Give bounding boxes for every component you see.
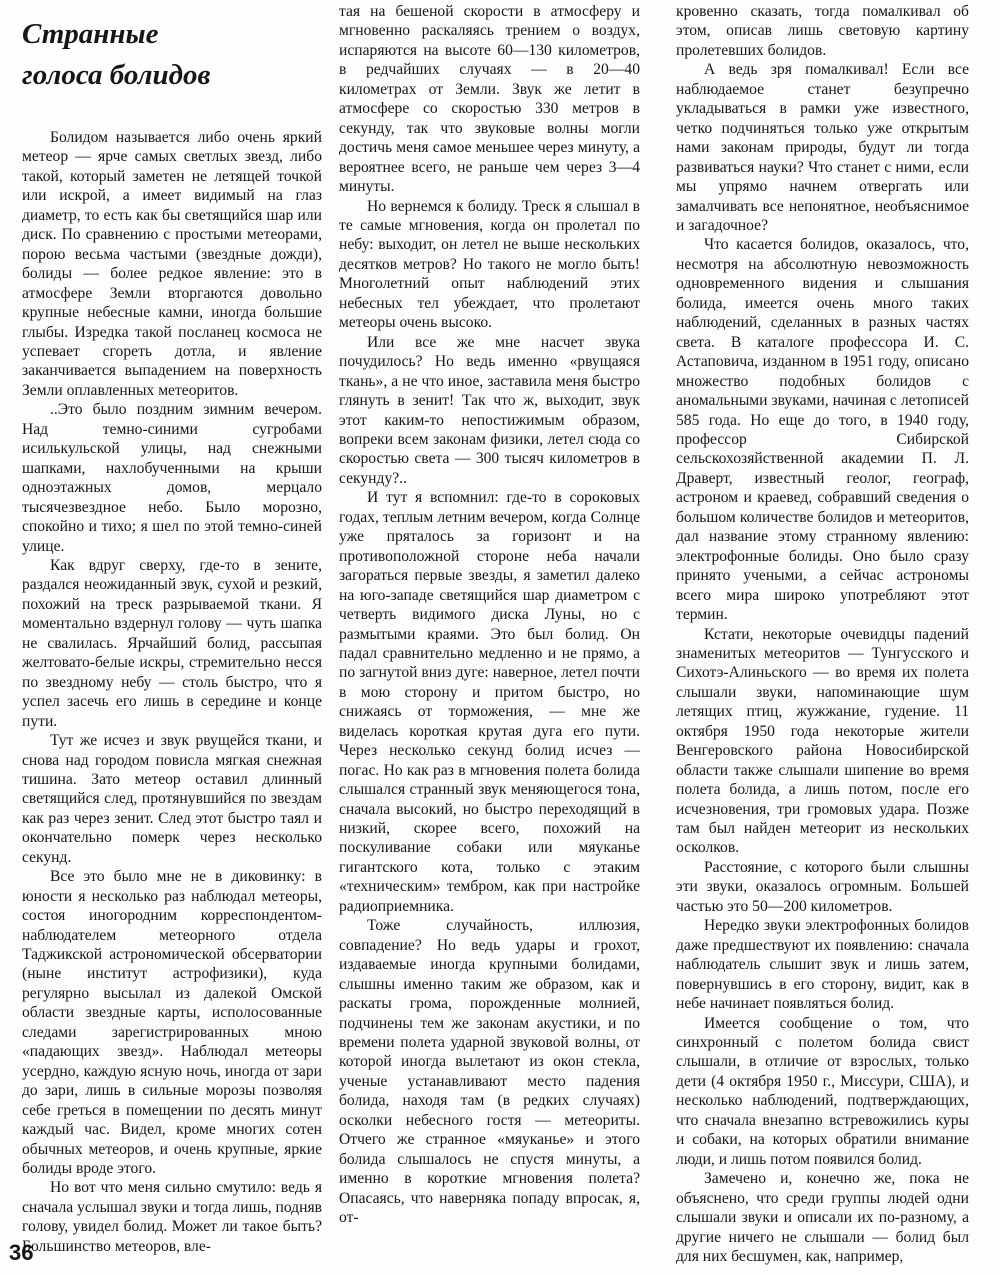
- paragraph: И тут я вспомнил: где-то в сороковых годах, теплым летним вечером, когда Солнце уже пряталось за горизонт и на противоположной стороне неба начали загораться первые звезды, я заметил далеко на юго-западе светящийся шар диаметром с четверть видимого диска Луны, но с размытыми краями. Это был болид. Он падал сравнительно медленно и не прямо, а по загнутой вниз дуге: наверное, летел почти в мою сторону и притом быстро, но снижаясь от торможения, — мне же виделась короткая крутая дуга его пути. Через несколько секунд болид исчез — погас. Но как раз в мгновения полета болида слышался странный звук меняющегося тона, сначала высокий, но быстро переходящий в низкий, скорее всего, похожий на поскуливание собаки или мяуканье гигантского кота, только с этаким «техническим» тембром, как при настройке радиоприемника.: [339, 489, 640, 915]
- paragraph: Как вдруг сверху, где-то в зените, раздался неожиданный звук, сухой и резкий, похожий на треск разрываемой ткани. Я моментально вздернул голову — чуть шапка не свалилась. Ярчайший болид, рассыпая желтовато-белые искры, стремительно несся по звездному небу — столь быстро, что я успел засечь его лишь в середине и конце пути.: [22, 556, 322, 730]
- paragraph: Тоже случайность, иллюзия, совпадение? Но ведь удары и грохот, издаваемые иногда крупными болидами, слышны именно таким же образом, как и раскаты грома, порожденные молнией, подчинены тем же законам акустики, и по времени полета ударной звуковой волны, от которой иногда вылетают из окон стекла, ученые устанавливают место падения болида, находя там (в редких случаях) осколки небесного гостя — метеориты. Отчего же странное «мяуканье» и этого болида слышалось не спустя минуты, а именно в короткие мгновения полета? Опасаясь, что наверняка попаду впросак, я, от-: [339, 917, 640, 1227]
- paragraph: Или все же мне насчет звука почудилось? Но ведь именно «рвущаяся ткань», а не что иное, заставила меня быстро глянуть в зенит! Так что ж, выходит, звук этот каким-то непостижимым образом, вопреки всем законам физики, летел сюда со скоростью света — 300 тысяч километров в секунду?..: [339, 333, 640, 487]
- paragraph: Кстати, некоторые очевидцы падений знаменитых метеоритов — Тунгусского и Сихотэ-Алиньского — во время их полета слышали звуки, напоминающие шум летящих птиц, жужжание, гудение. 11 октября 1950 года некоторые жители Венгеровского района Новосибирской области также слышали шипение во время полета болида, а лишь потом, после его исчезновения, три громовых удара. Позже там был найден метеорит из нескольких осколков.: [676, 625, 969, 857]
- paragraph: Все это было мне не в диковинку: в юности я несколько раз наблюдал метеоры, состоя иногородним корреспондентом-наблюдателем метеорного отдела Таджикской астрономической обсерватории (ныне институт астрофизики), куда регулярно высылал из далекой Омской области звездные карты, исполосованные следами зарегистрированных мною «падающих звезд». Наблюдал метеоры усердно, каждую ясную ночь, иногда от зари до зари, лишь в сильные морозы позволяя себе греться в помещении по десять минут каждый час. Видел, кроме многих сотен обычных метеоров, и очень крупные, яркие болиды вроде этого.: [22, 868, 322, 1178]
- paragraph: Имеется сообщение о том, что синхронный с полетом болида свист слышали, в отличие от взрослых, только дети (4 октября 1950 г., Миссури, США), и несколько наблюдений, подтверждающих, что сначала внезапно встревожились куры и собаки, на которых обратили внимание люди, и лишь потом появился болид.: [676, 1014, 969, 1168]
- paragraph: Но вот что меня сильно смутило: ведь я сначала услышал звуки и тогда лишь, подняв голову, увидел болид. Может ли такое быть? Большинство метеоров, вле-: [22, 1179, 322, 1255]
- text-column-2: [339, 2, 640, 1228]
- paragraph: Но вернемся к болиду. Треск я слышал в те самые мгновения, когда он пролетал по небу: выходит, он летел не выше нескольких десятков метров? Но такого не могло быть! Многолетний опыт наблюдений этих небесных тел убеждает, что пролетают метеоры очень высоко.: [339, 197, 640, 332]
- paragraph: Тут же исчез и звук рвущейся ткани, и снова над городом повисла мягкая снежная тишина. Зато метеор оставил длинный светящийся след, протянувшийся по звездам как раз через зенит. След этот быстро таял и окончательно померк через несколько секунд.: [22, 732, 322, 866]
- paragraph-continued: кровенно сказать, тогда помалкивал об этом, описав лишь световую картину пролетевших болидов.: [676, 3, 969, 59]
- paragraph: Расстояние, с которого были слышны эти звуки, оказалось огромным. Большей частью это 50—200 километров.: [676, 858, 969, 915]
- paragraph-continued: тая на бешеной скорости в атмосферу и мгновенно раскаляясь трением о воздух, испаряются на высоте 60—130 километров, в редчайших случаях — в 20—40 километрах от Земли. Звук же летит в атмосфере со скоростью 330 метров в секунду, так что звуковые волны могли достичь меня самое меньшее через минуту, а вероятнее всего, не раньше чем через 3—4 минуты.: [339, 3, 640, 196]
- text-column-3: [676, 2, 969, 1266]
- article-title: [22, 14, 322, 96]
- paragraph: А ведь зря помалкивал! Если все наблюдаемое станет безупречно укладываться в рамки уже известного, четко подчиняться только уже открытым нами законам природы, будут ли тогда развиваться науки? Что станет с ними, если мы упрямо начнем отвергать или замалчивать все непонятное, необъяснимое и загадочное?: [676, 61, 969, 234]
- article-title-line1: Странные: [22, 18, 159, 50]
- paragraph: Что касается болидов, оказалось, что, несмотря на абсолютную невозможность одновременного видения и слышания болида, имеется очень много таких наблюдений, сделанных в разных частях света. В каталоге профессора И. С. Астаповича, изданном в 1951 году, описано множество подобных болидов с аномальными звуками, начиная с летописей 585 года. Но еще до того, в 1940 году, профессор Сибирской сельскохозяйственной академии П. Л. Драверт, известный геолог, географ, астроном и краевед, собравший сведения о большом количестве болидов и метеоритов, дал название этому странному явлению: электрофонные болиды. Оно было сразу принято учеными, а сейчас астрономы всего мира широко употребляют этот термин.: [676, 236, 969, 624]
- paragraph: Нередко звуки электрофонных болидов даже предшествуют их появлению: сначала наблюдатель слышит звук и лишь затем, повернувшись в его сторону, видит, как в небе начинает появляться болид.: [676, 917, 969, 1013]
- article-title-line2: голоса болидов: [22, 59, 211, 91]
- paragraph: Болидом называется либо очень яркий метеор — ярче самых светлых звезд, либо такой, который заметен не летящей точкой или искрой, а имеет видимый на глаз диаметр, то есть как бы светящийся шар или диск. По сравнению с простыми метеорами, порою весьма частыми (звездные дожди), болиды — более редкое явление: это в атмосфере Земли вторгаются довольно крупные небесные камни, иногда большие глыбы. Изредка такой посланец космоса не успевает сгореть дотла, и явление заканчивается выпадением на поверхность Земли оплавленных метеоритов.: [22, 129, 322, 399]
- page-number: 36: [9, 1240, 34, 1265]
- paragraph: Замечено и, конечно же, пока не объяснено, что среди группы людей одни слышали звуки и описали их по-разному, а другие ничего не слышали — болид был для них бесшумен, как, например,: [676, 1170, 969, 1265]
- text-column-1: [22, 128, 322, 1256]
- paragraph: ..Это было поздним зимним вечером. Над темно-синими сугробами исилькульской улицы, над снежными шапками, нахлобученными на крыши одноэтажных домов, мерцало тысячезвездное небо. Было морозно, спокойно и тихо; я шел по этой темно-синей улице.: [22, 401, 322, 555]
